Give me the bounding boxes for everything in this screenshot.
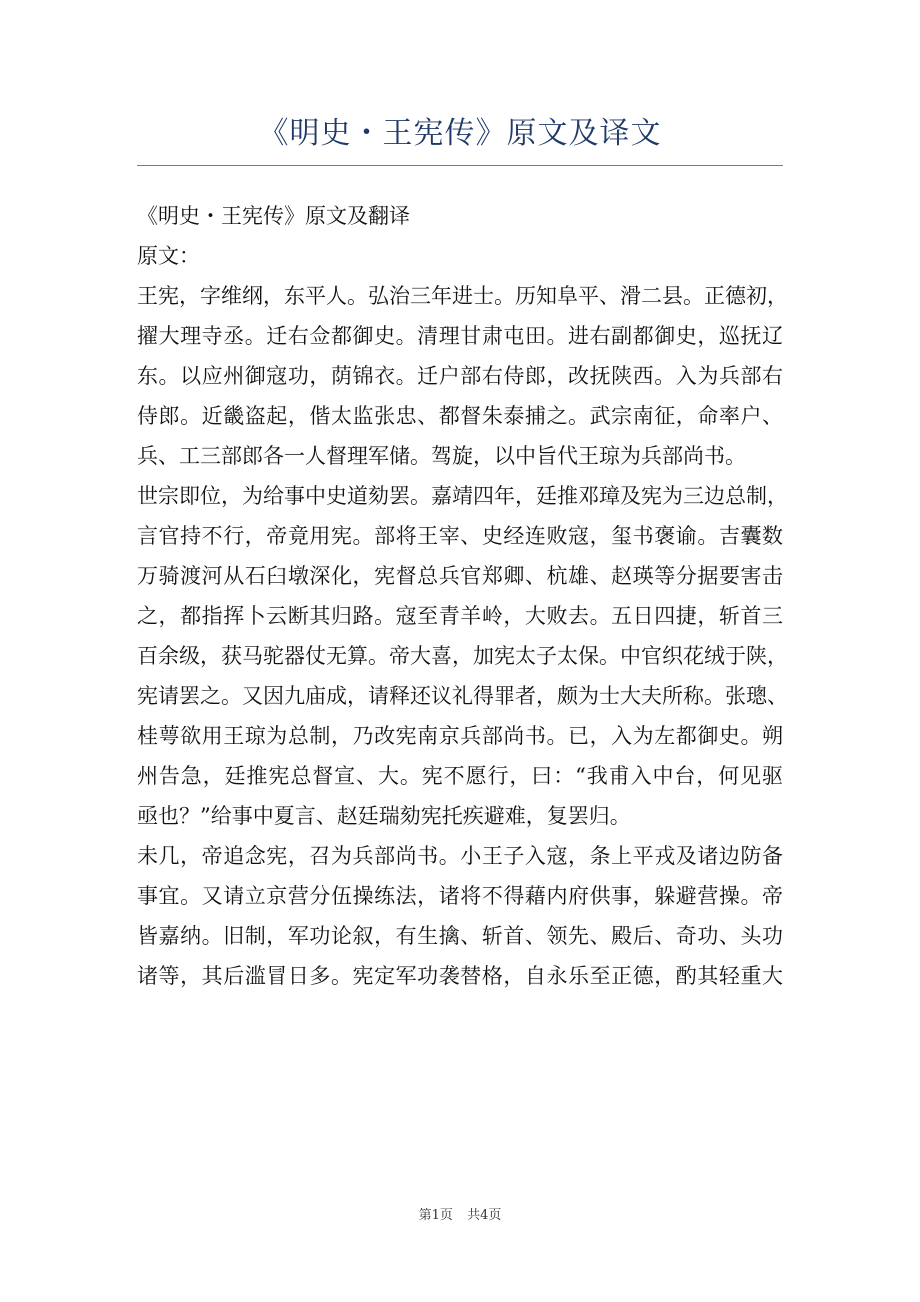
page-footer — [0, 1206, 920, 1226]
text-line: 王宪，字维纲，东平人。弘治三年进士。历知阜平、滑二县。正德初， — [137, 284, 788, 308]
text-line: 桂萼欲用王琼为总制，乃改宪南京兵部尚书。已，入为左都御史。朔 — [137, 724, 783, 748]
text-line: 亟也？”给事中夏言、赵廷瑞劾宪托疾避难，复罢归。 — [137, 804, 631, 828]
text-line: 侍郎。近畿盗起，偕太监张忠、都督朱泰捕之。武宗南征，命率户、 — [137, 404, 783, 428]
text-line: 兵、工三部郎各一人督理军储。驾旋，以中旨代王琼为兵部尚书。 — [137, 444, 746, 468]
title-divider — [137, 165, 783, 166]
text-line: 皆嘉纳。旧制，军功论叙，有生擒、斩首、领先、殿后、奇功、头功 — [137, 924, 783, 948]
text-line: 宪请罢之。又因九庙成，请释还议礼得罪者，颇为士大夫所称。张璁、 — [137, 684, 788, 708]
document-subtitle: 《明史・王宪传》原文及翻译 — [137, 204, 410, 228]
page-total: 共4页 — [467, 1208, 502, 1223]
section-label: 原文： — [137, 244, 200, 268]
page-number: 第1页 — [418, 1208, 453, 1223]
text-line: 擢大理寺丞。迁右佥都御史。清理甘肃屯田。进右副都御史，巡抚辽 — [137, 324, 783, 348]
text-line: 万骑渡河从石臼墩深化，宪督总兵官郑卿、杭雄、赵瑛等分据要害击 — [137, 564, 783, 588]
text-line: 州告急，廷推宪总督宣、大。宪不愿行，曰：“我甫入中台，何见驱 — [137, 764, 783, 788]
text-line: 之，都指挥卜云断其归路。寇至青羊岭，大败去。五日四捷，斩首三 — [137, 604, 783, 628]
text-line: 世宗即位，为给事中史道劾罢。嘉靖四年，廷推邓璋及宪为三边总制， — [137, 484, 788, 508]
text-line: 事宜。又请立京营分伍操练法，诸将不得藉内府供事，躲避营操。帝 — [137, 884, 783, 908]
text-line: 百余级，获马驼器仗无算。帝大喜，加宪太子太保。中官织花绒于陕， — [137, 644, 788, 668]
text-line: 东。以应州御寇功，荫锦衣。迁户部右侍郎，改抚陕西。入为兵部右 — [137, 364, 783, 388]
page-title: 《明史・王宪传》原文及译文 — [258, 116, 662, 151]
text-line: 未几，帝追念宪，召为兵部尚书。小王子入寇，条上平戎及诸边防备 — [137, 844, 783, 868]
text-line: 诸等，其后滥冒日多。宪定军功袭替格，自永乐至正德，酌其轻重大 — [137, 964, 783, 988]
document-body — [137, 196, 788, 996]
text-line: 言官持不行，帝竟用宪。部将王宰、史经连败寇，玺书褒谕。吉囊数 — [137, 524, 783, 548]
